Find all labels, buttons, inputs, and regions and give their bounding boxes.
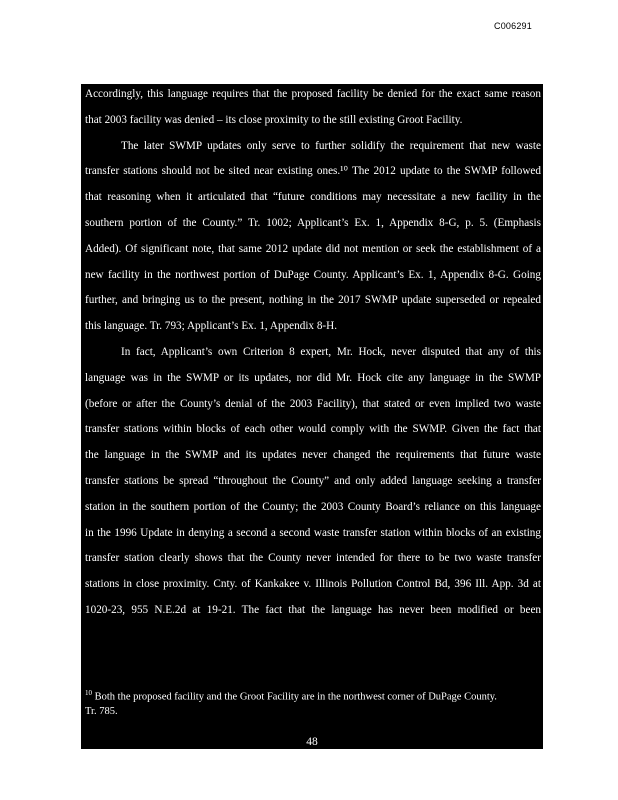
body-line: this language. Tr. 793; Applicant’s Ex. 1, Appendix 8-H. — [85, 320, 338, 333]
body-line: transfer stations should not be sited near existing ones.¹⁰ The 2012 update to the SWMP followed — [85, 165, 541, 178]
footnote-text: Both the proposed facility and the Groot Facility are in the northwest corner of DuPage County. — [92, 691, 497, 703]
body-line: that reasoning when it articulated that “future conditions may necessitate a new facility in the — [85, 191, 541, 204]
body-line: transfer station clearly shows that the County never intended for there to be two waste transfer — [85, 552, 541, 565]
footnote-marker: 10 — [85, 689, 92, 697]
body-line: (before or after the County’s denial of the 2003 Facility), that stated or even implied two waste — [85, 397, 541, 410]
body-line: in the 1996 Update in denying a second a second waste transfer station within blocks of an existing — [85, 526, 541, 539]
body-line: language was in the SWMP or its updates, nor did Mr. Hock cite any language in the SWMP — [85, 371, 541, 384]
body-line: southern portion of the County.” Tr. 1002; Applicant’s Ex. 1, Appendix 8-G, p. 5. (Emphasis — [85, 217, 541, 229]
body-line: new facility in the northwest portion of DuPage County. Applicant’s Ex. 1, Appendix 8-G. Going — [85, 268, 541, 281]
footnote — [85, 686, 541, 719]
body-line: the language in the SWMP and its updates never changed the requirements that future waste — [85, 449, 541, 462]
body-line: Accordingly, this language requires that the proposed facility be denied for the exact same reason — [85, 88, 541, 100]
body-line: Added). Of significant note, that same 2012 update did not mention or seek the establishment of a — [85, 242, 541, 255]
body-line: transfer stations within blocks of each other would comply with the SWMP. Given the fact that — [85, 423, 541, 436]
body-line: station in the southern portion of the County; the 2003 County Board’s reliance on this language — [85, 500, 541, 513]
body-line: further, and bringing us to the present, nothing in the 2017 SWMP update superseded or repealed — [85, 294, 541, 307]
body-line: In fact, Applicant’s own Criterion 8 expert, Mr. Hock, never disputed that any of this — [121, 346, 541, 358]
body-line: stations in close proximity. Cnty. of Kankakee v. Illinois Pollution Control Bd, 396 Ill. App. 3d at — [85, 578, 541, 591]
document-body — [81, 84, 543, 749]
footnote-continuation: Tr. 785. — [85, 705, 118, 717]
body-line: The later SWMP updates only serve to further solidify the requirement that new waste — [121, 139, 541, 152]
body-line: transfer stations be spread “throughout the County” and only added language seeking a transfer — [85, 475, 541, 487]
body-line: that 2003 facility was denied – its close proximity to the still existing Groot Facility. — [85, 113, 463, 126]
page-number: 48 — [306, 736, 318, 748]
bates-number: C006291 — [494, 21, 532, 31]
body-line: 1020-23, 955 N.E.2d at 19-21. The fact that the language has never been modified or been — [85, 604, 541, 616]
